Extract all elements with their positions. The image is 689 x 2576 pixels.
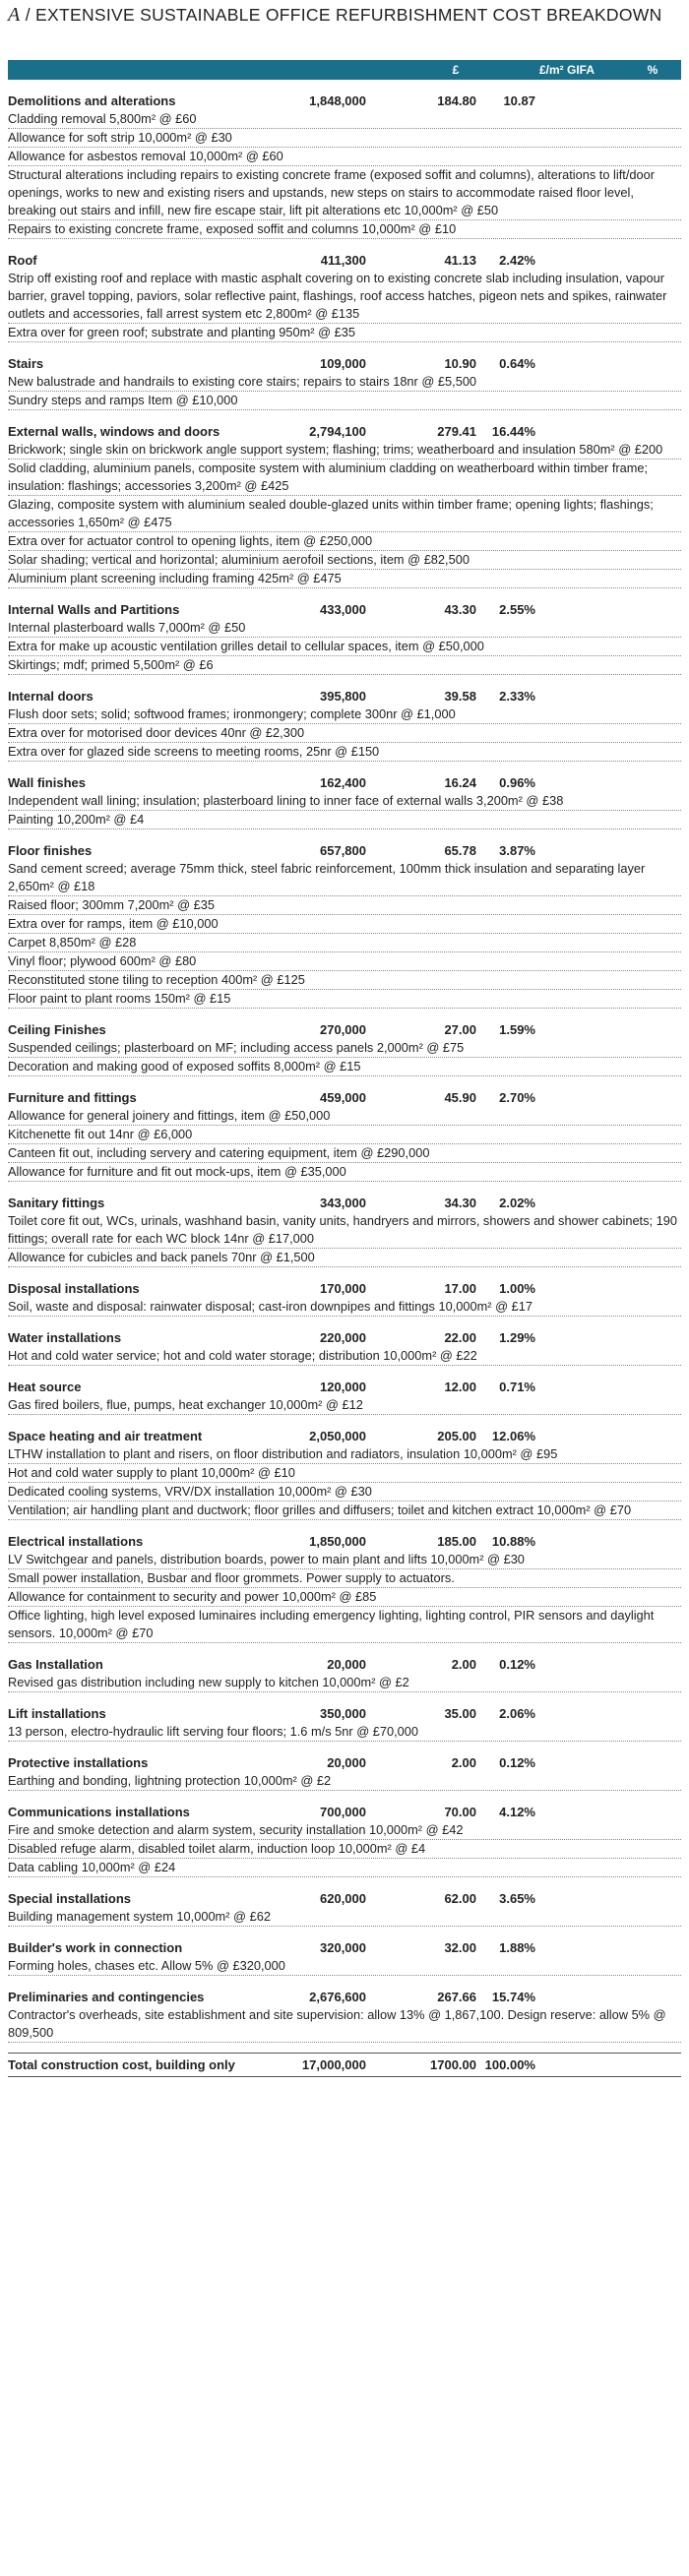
section-name: Sanitary fittings [8,1196,105,1210]
line-item: Disabled refuge alarm, disabled toilet alarm, induction loop 10,000m² @ £4 [8,1840,681,1859]
line-item: Canteen fit out, including servery and catering equipment, item @ £290,000 [8,1144,681,1163]
cost-section [8,1939,681,1976]
section-header-row [8,1989,681,2006]
page-title [8,0,681,33]
section-percent: 0.96% [499,775,535,790]
section-percent: 1.59% [499,1022,535,1037]
line-item: Vinyl floor; plywood 600m² @ £80 [8,952,681,971]
cost-section [8,1705,681,1742]
total-rate: 1700.00 [430,2057,476,2072]
section-rate: 267.66 [437,1990,476,2004]
total-cost: 17,000,000 [301,2057,366,2072]
cost-section [8,601,681,675]
section-rate: 34.30 [444,1196,476,1210]
line-item: Allowance for cubicles and back panels 70nr @ £1,500 [8,1249,681,1267]
line-item: Forming holes, chases etc. Allow 5% @ £320,000 [8,1957,681,1976]
section-percent: 2.55% [499,602,535,617]
section-header-row [8,774,681,792]
section-rate: 22.00 [444,1330,476,1345]
section-rate: 2.00 [451,1755,476,1770]
line-item: Raised floor; 300mm 7,200m² @ £35 [8,896,681,915]
section-percent: 15.74% [491,1990,535,2004]
section-total: 459,000 [320,1090,366,1105]
section-rate: 2.00 [451,1657,476,1672]
cost-section [8,252,681,342]
section-name: Water installations [8,1330,122,1345]
cost-section [8,92,681,239]
section-total: 20,000 [327,1657,366,1672]
section-total: 433,000 [320,602,366,617]
line-item: Structural alterations including repairs to existing concrete frame (exposed soffit and columns), alterations to lift/door openings, works to new and existing risers and upstands, new steps on stairs to accommodate raised floor level, breaking out stairs and infill, new fire escape stair, lift pit alterations etc 10,000m² @ £50 [8,166,681,220]
line-item: Solid cladding, aluminium panels, composite system with aluminium cladding on weatherboard within timber frame; insulation: flashings; accessories 3,200m² @ £425 [8,460,681,496]
line-item: Strip off existing roof and replace with mastic asphalt covering on to existing concrete slab including insulation, vapour barrier, gravel topping, paviors, solar reflective paint, flashings, roof access hatches, pigeon nets and spikes, rainwater outlets and accessories, fall arrest system etc 2,800m² @ £135 [8,270,681,324]
cost-section [8,1804,681,1877]
section-total: 270,000 [320,1022,366,1037]
section-percent: 10.87 [503,93,535,108]
cost-section [8,1021,681,1076]
section-name: External walls, windows and doors [8,424,220,439]
line-item: 13 person, electro-hydraulic lift serving four floors; 1.6 m/s 5nr @ £70,000 [8,1723,681,1742]
cost-section [8,842,681,1009]
section-rate: 65.78 [444,843,476,858]
section-name: Heat source [8,1380,82,1394]
cost-sections [8,92,681,2043]
line-item: Allowance for containment to security and power 10,000m² @ £85 [8,1588,681,1607]
section-header-row [8,1195,681,1212]
total-label: Total construction cost, building only [8,2057,235,2072]
section-total: 395,800 [320,689,366,704]
cost-section [8,1989,681,2043]
bottom-rule [8,2076,681,2077]
line-item: Building management system 10,000m² @ £62 [8,1908,681,1927]
section-total: 2,676,600 [309,1990,366,2004]
line-item: Glazing, composite system with aluminium sealed double-glazed units within timber frame; opening lights; flashings; accessories 1,650m² @ £475 [8,496,681,532]
section-header-row [8,842,681,860]
line-item: Internal plasterboard walls 7,000m² @ £50 [8,619,681,638]
section-header-row [8,1705,681,1723]
section-percent: 0.12% [499,1657,535,1672]
section-rate: 45.90 [444,1090,476,1105]
section-rate: 32.00 [444,1940,476,1955]
section-rate: 10.90 [444,356,476,371]
cost-section [8,774,681,829]
section-header-row [8,1329,681,1347]
section-rate: 41.13 [444,253,476,268]
section-name: Lift installations [8,1706,106,1721]
section-header-row [8,355,681,373]
section-total: 620,000 [320,1891,366,1906]
section-name: Stairs [8,356,44,371]
line-item: Extra over for actuator control to opening lights, item @ £250,000 [8,532,681,551]
header-blank [8,60,402,80]
section-name: Communications installations [8,1805,190,1819]
line-item: Soil, waste and disposal: rainwater disposal; cast-iron downpipes and fittings 10,000m² @ £17 [8,1298,681,1317]
section-percent: 1.29% [499,1330,535,1345]
line-item: Carpet 8,850m² @ £28 [8,934,681,952]
section-rate: 43.30 [444,602,476,617]
section-percent: 3.65% [499,1891,535,1906]
section-rate: 62.00 [444,1891,476,1906]
line-item: Small power installation, Busbar and floor grommets. Power supply to actuators. [8,1569,681,1588]
line-item: Floor paint to plant rooms 150m² @ £15 [8,990,681,1009]
cost-section [8,1195,681,1267]
title-separator: / [20,5,36,25]
line-item: Extra over for ramps, item @ £10,000 [8,915,681,934]
line-item: Extra for make up acoustic ventilation grilles detail to cellular spaces, item @ £50,000 [8,638,681,656]
section-total: 700,000 [320,1805,366,1819]
section-rate: 70.00 [444,1805,476,1819]
line-item: Sand cement screed; average 75mm thick, steel fabric reinforcement, 100mm thick insulation and separating layer 2,650m² @ £18 [8,860,681,896]
section-rate: 279.41 [437,424,476,439]
section-header-row [8,1280,681,1298]
section-rate: 27.00 [444,1022,476,1037]
line-item: Toilet core fit out, WCs, urinals, washhand basin, vanity units, handryers and mirrors, showers and shower cabinets; 190 fittings; overall rate for each WC block 14nr @ £17,000 [8,1212,681,1249]
cost-section [8,1280,681,1317]
section-name: Floor finishes [8,843,93,858]
section-header-row [8,252,681,270]
section-percent: 0.12% [499,1755,535,1770]
line-item: Aluminium plant screening including framing 425m² @ £475 [8,570,681,588]
line-item: Earthing and bonding, lightning protection 10,000m² @ £2 [8,1772,681,1791]
section-total: 109,000 [320,356,366,371]
section-rate: 16.24 [444,775,476,790]
section-percent: 2.06% [499,1706,535,1721]
section-name: Builder's work in connection [8,1940,183,1955]
section-header-row [8,1754,681,1772]
line-item: Ventilation; air handling plant and ductwork; floor grilles and diffusers; toilet and kitchen extract 10,000m² @ £70 [8,1502,681,1520]
section-total: 170,000 [320,1281,366,1296]
section-percent: 2.33% [499,689,535,704]
section-percent: 0.64% [499,356,535,371]
section-header-row [8,1379,681,1396]
line-item: Cladding removal 5,800m² @ £60 [8,110,681,129]
line-item: Allowance for asbestos removal 10,000m² @ £60 [8,148,681,166]
line-item: Solar shading; vertical and horizontal; aluminium aerofoil sections, item @ £82,500 [8,551,681,570]
line-item: Fire and smoke detection and alarm system, security installation 10,000m² @ £42 [8,1821,681,1840]
line-item: LTHW installation to plant and risers, on floor distribution and radiators, insulation 10,000m² @ £95 [8,1445,681,1464]
section-name: Space heating and air treatment [8,1429,203,1443]
section-total: 350,000 [320,1706,366,1721]
section-percent: 4.12% [499,1805,535,1819]
line-item: Dedicated cooling systems, VRV/DX installation 10,000m² @ £30 [8,1483,681,1502]
line-item: Painting 10,200m² @ £4 [8,811,681,829]
section-name: Preliminaries and contingencies [8,1990,205,2004]
line-item: Allowance for soft strip 10,000m² @ £30 [8,129,681,148]
line-item: Kitchenette fit out 14nr @ £6,000 [8,1126,681,1144]
line-item: Office lighting, high level exposed luminaires including emergency lighting, lighting control, PIR sensors and daylight sensors. 10,000m² @ £70 [8,1607,681,1643]
section-percent: 2.42% [499,253,535,268]
section-total: 120,000 [320,1380,366,1394]
section-total: 2,794,100 [309,424,366,439]
line-item: Reconstituted stone tiling to reception 400m² @ £125 [8,971,681,990]
line-item: Hot and cold water service; hot and cold water storage; distribution 10,000m² @ £22 [8,1347,681,1366]
section-percent: 2.02% [499,1196,535,1210]
line-item: Hot and cold water supply to plant 10,000m² @ £10 [8,1464,681,1483]
section-header-row [8,1939,681,1957]
section-percent: 10.88% [491,1534,535,1549]
line-item: Decoration and making good of exposed soffits 8,000m² @ £15 [8,1058,681,1076]
section-header-row [8,1656,681,1674]
section-header-row [8,601,681,619]
title-text: EXTENSIVE SUSTAINABLE OFFICE REFURBISHMENT COST BREAKDOWN [35,5,662,25]
section-total: 343,000 [320,1196,366,1210]
section-name: Roof [8,253,37,268]
section-percent: 0.71% [499,1380,535,1394]
section-rate: 17.00 [444,1281,476,1296]
section-total: 1,848,000 [309,93,366,108]
line-item: Allowance for general joinery and fittings, item @ £50,000 [8,1107,681,1126]
section-rate: 184.80 [437,93,476,108]
section-total: 657,800 [320,843,366,858]
section-total: 20,000 [327,1755,366,1770]
line-item: Flush door sets; solid; softwood frames; ironmongery; complete 300nr @ £1,000 [8,705,681,724]
section-header-row [8,1890,681,1908]
line-item: Repairs to existing concrete frame, exposed soffit and columns 10,000m² @ £10 [8,220,681,239]
section-total: 411,300 [320,253,366,268]
line-item: Extra over for glazed side screens to meeting rooms, 25nr @ £150 [8,743,681,762]
cost-section [8,1754,681,1791]
header-cost: £ [452,63,460,77]
section-name: Wall finishes [8,775,86,790]
total-percent: 100.00% [484,2057,535,2072]
section-rate: 35.00 [444,1706,476,1721]
cost-section [8,1890,681,1927]
cost-section [8,1428,681,1520]
cost-section [8,1656,681,1692]
section-total: 1,850,000 [309,1534,366,1549]
section-name: Demolitions and alterations [8,93,176,108]
section-total: 320,000 [320,1940,366,1955]
section-header-row [8,1533,681,1551]
line-item: Suspended ceilings; plasterboard on MF; including access panels 2,000m² @ £75 [8,1039,681,1058]
section-percent: 1.00% [499,1281,535,1296]
line-item: Independent wall lining; insulation; plasterboard lining to inner face of external walls 3,200m² @ £38 [8,792,681,811]
cost-section [8,1089,681,1182]
line-item: Skirtings; mdf; primed 5,500m² @ £6 [8,656,681,675]
cost-section [8,688,681,762]
section-header-row [8,1804,681,1821]
section-name: Gas Installation [8,1657,103,1672]
section-rate: 39.58 [444,689,476,704]
line-item: Extra over for green roof; substrate and planting 950m² @ £35 [8,324,681,342]
section-percent: 2.70% [499,1090,535,1105]
section-name: Internal Walls and Partitions [8,602,180,617]
section-header-row [8,423,681,441]
line-item: LV Switchgear and panels, distribution boards, power to main plant and lifts 10,000m² @ £30 [8,1551,681,1569]
section-total: 2,050,000 [309,1429,366,1443]
section-header-row [8,688,681,705]
section-name: Protective installations [8,1755,149,1770]
section-total: 162,400 [320,775,366,790]
section-header-row [8,1089,681,1107]
section-name: Special installations [8,1891,131,1906]
section-name: Electrical installations [8,1534,144,1549]
header-percent: % [647,63,658,77]
cost-section [8,1379,681,1415]
line-item: New balustrade and handrails to existing core stairs; repairs to stairs 18nr @ £5,500 [8,373,681,392]
section-percent: 1.88% [499,1940,535,1955]
section-rate: 185.00 [437,1534,476,1549]
section-total: 220,000 [320,1330,366,1345]
line-item: Data cabling 10,000m² @ £24 [8,1859,681,1877]
section-percent: 12.06% [491,1429,535,1443]
section-header-row [8,92,681,110]
section-name: Furniture and fittings [8,1090,137,1105]
line-item: Extra over for motorised door devices 40nr @ £2,300 [8,724,681,743]
section-percent: 16.44% [491,424,535,439]
section-rate: 205.00 [437,1429,476,1443]
section-percent: 3.87% [499,843,535,858]
cost-section [8,1329,681,1366]
section-header-row [8,1428,681,1445]
section-rate: 12.00 [444,1380,476,1394]
line-item: Sundry steps and ramps Item @ £10,000 [8,392,681,410]
cost-section [8,1533,681,1643]
title-letter: A [8,4,21,26]
table-header [8,60,681,80]
section-name: Disposal installations [8,1281,140,1296]
line-item: Brickwork; single skin on brickwork angle support system; flashing; trims; weatherboard and insulation 580m² @ £200 [8,441,681,460]
line-item: Allowance for furniture and fit out mock-ups, item @ £35,000 [8,1163,681,1182]
line-item: Revised gas distribution including new supply to kitchen 10,000m² @ £2 [8,1674,681,1692]
section-header-row [8,1021,681,1039]
header-rate: £/m² GIFA [538,63,595,77]
line-item: Contractor's overheads, site establishment and site supervision: allow 13% @ 1,867,100. Design reserve: allow 5% @ 809,500 [8,2006,681,2043]
cost-section [8,355,681,410]
line-item: Gas fired boilers, flue, pumps, heat exchanger 10,000m² @ £12 [8,1396,681,1415]
total-row [8,2053,681,2075]
section-name: Ceiling Finishes [8,1022,106,1037]
cost-section [8,423,681,588]
section-name: Internal doors [8,689,94,704]
